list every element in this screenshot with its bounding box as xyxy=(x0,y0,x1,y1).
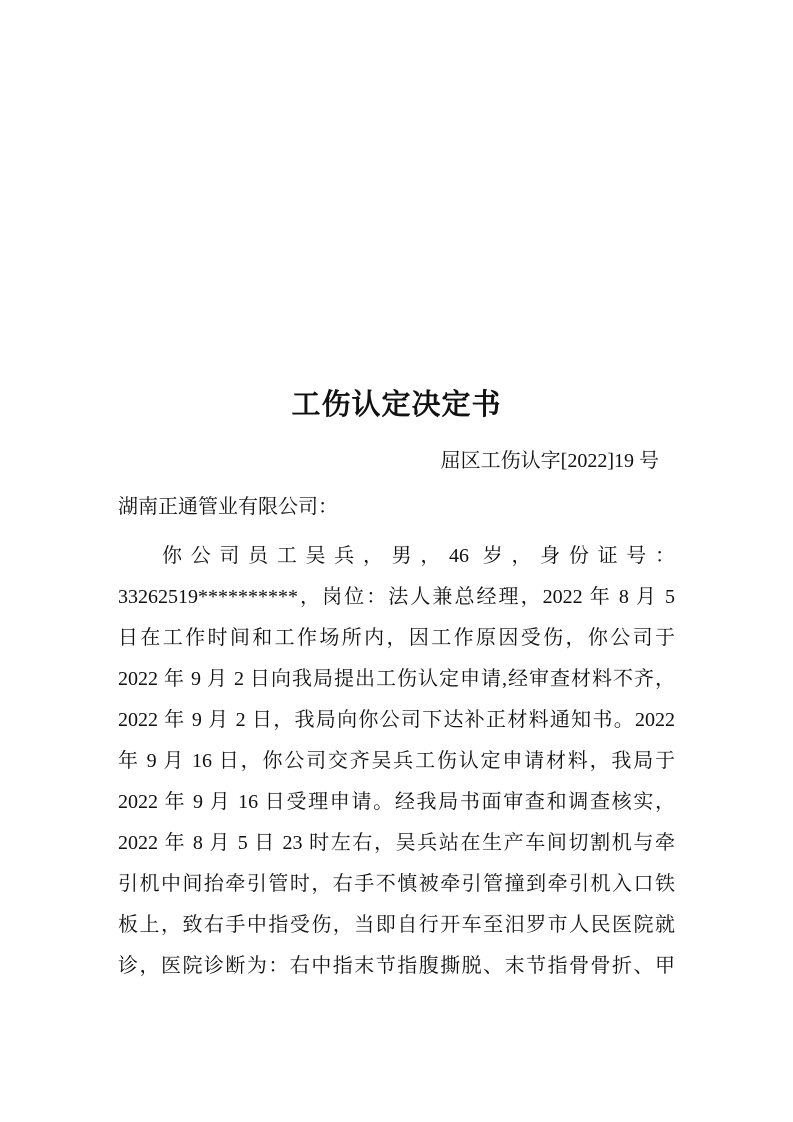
body-line: 你公司员工吴兵，男，46 岁，身份证号： xyxy=(162,545,675,567)
body-paragraph xyxy=(118,536,675,987)
body-line: 板上，致右手中指受伤，当即自行开车至汨罗市人民医院就 xyxy=(118,914,675,936)
body-line: 2022 年 9 月 2 日，我局向你公司下达补正材料通知书。2022 xyxy=(118,709,675,731)
body-line: 2022 年 9 月 16 日受理申请。经我局书面审查和调查核实， xyxy=(118,791,675,813)
body-line: 年 9 月 16 日，你公司交齐吴兵工伤认定申请材料，我局于 xyxy=(118,750,675,772)
doc-number: 屈区工伤认字[2022]19 号 xyxy=(440,450,659,472)
body-line: 2022 年 8 月 5 日 23 时左右，吴兵站在生产车间切割机与牵 xyxy=(118,832,675,854)
page-title: 工伤认定决定书 xyxy=(291,389,502,421)
body-line: 33262519**********，岗位：法人兼总经理，2022 年 8 月 5 xyxy=(118,586,675,608)
addressee: 湖南正通管业有限公司： xyxy=(118,496,338,518)
body-line: 诊，医院诊断为：右中指末节指腹撕脱、末节指骨骨折、甲 xyxy=(118,955,675,977)
body-line: 2022 年 9 月 2 日向我局提出工伤认定申请,经审查材料不齐， xyxy=(118,668,675,690)
body-line: 引机中间抬牵引管时，右手不慎被牵引管撞到牵引机入口铁 xyxy=(118,873,675,895)
body-line: 日在工作时间和工作场所内，因工作原因受伤，你公司于 xyxy=(118,627,675,649)
